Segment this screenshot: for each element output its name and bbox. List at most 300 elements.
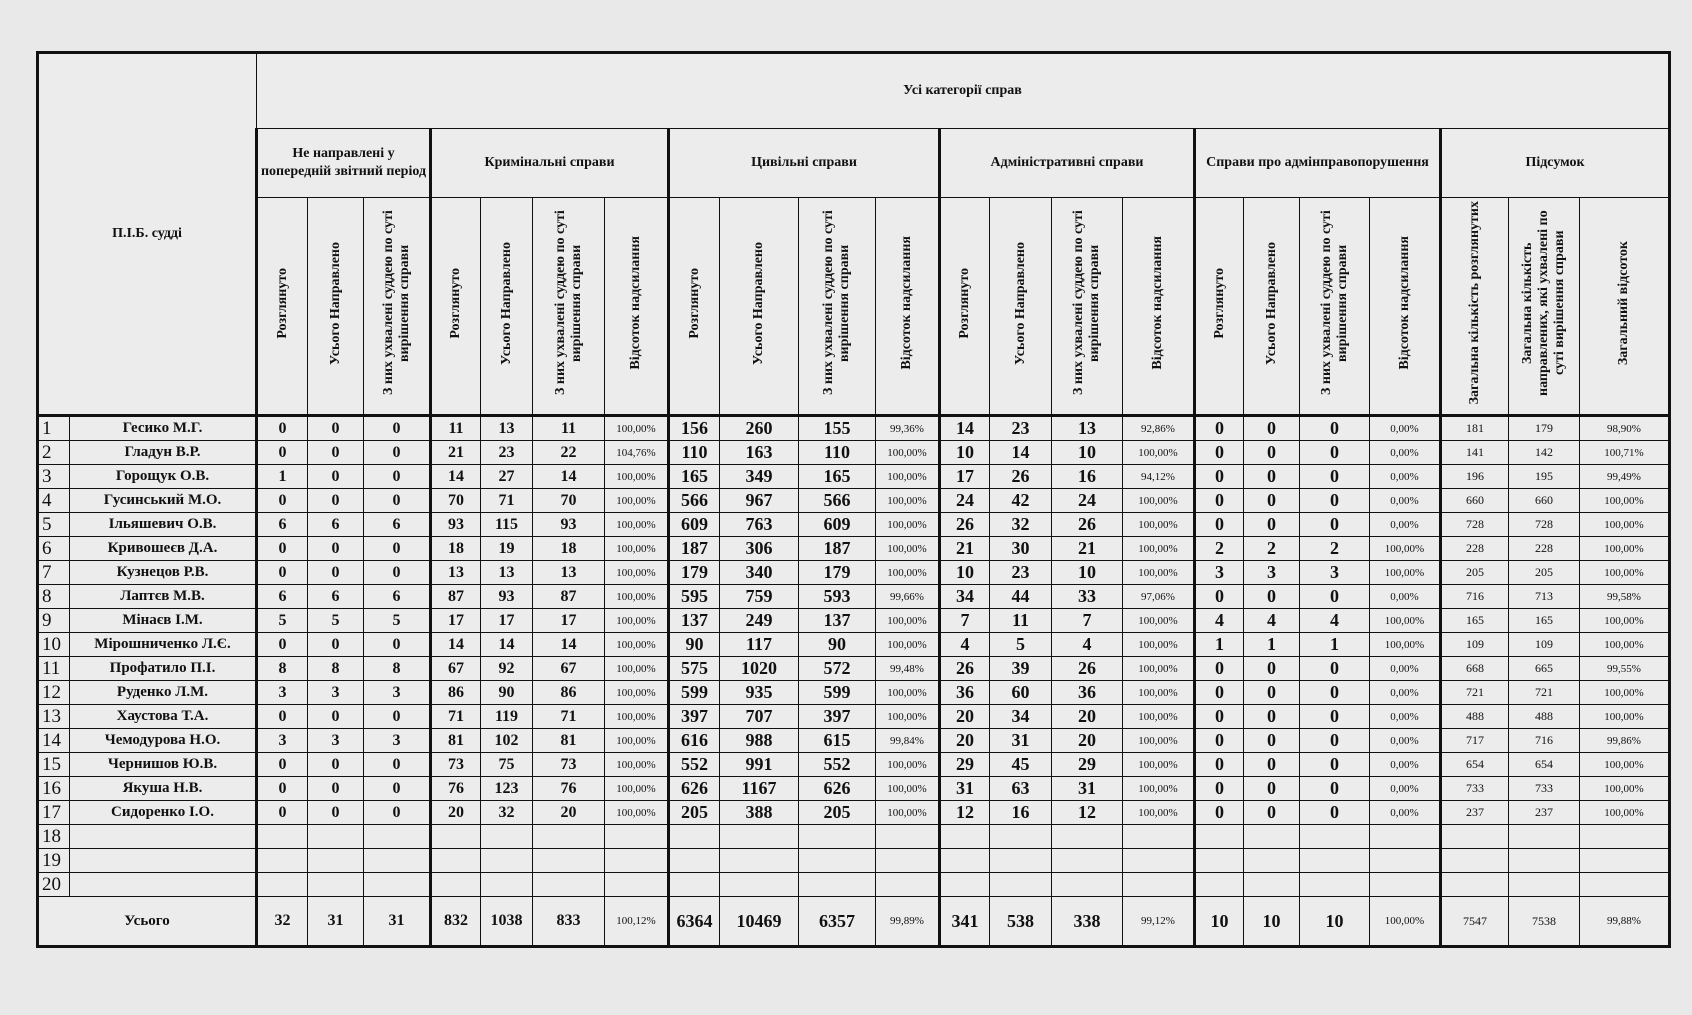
column-header-label: Розглянуто — [957, 267, 972, 339]
table-row — [38, 585, 1670, 609]
table-row — [38, 873, 1670, 897]
table-cell: 14 — [481, 633, 533, 657]
table-cell: 87 — [431, 585, 481, 609]
table-cell: 5 — [308, 609, 364, 633]
table-cell: 728 — [1441, 513, 1509, 537]
table-cell: 763 — [720, 513, 799, 537]
table-cell: 20 — [1052, 729, 1123, 753]
table-cell: 17 — [431, 609, 481, 633]
table-cell: 0 — [1300, 801, 1370, 825]
table-cell: 100,00% — [1580, 801, 1670, 825]
judge-name — [70, 873, 257, 897]
header-row-columns — [38, 198, 1670, 416]
row-number: 2 — [38, 441, 70, 465]
table-row — [38, 561, 1670, 585]
table-cell: 609 — [669, 513, 720, 537]
table-cell: 100,71% — [1580, 441, 1670, 465]
table-cell: 0 — [364, 489, 431, 513]
judge-name: Кривошеєв Д.А. — [70, 537, 257, 561]
table-cell: 616 — [669, 729, 720, 753]
table-cell: 0 — [364, 416, 431, 441]
column-header — [1441, 198, 1509, 416]
column-header-label: Відсоток надсилання — [628, 236, 643, 370]
table-cell: 94,12% — [1123, 465, 1195, 489]
table-cell: 3 — [308, 681, 364, 705]
table-cell: 0,00% — [1370, 777, 1441, 801]
table-cell: 575 — [669, 657, 720, 681]
table-cell — [1244, 873, 1300, 897]
table-cell — [481, 825, 533, 849]
table-cell: 0,00% — [1370, 416, 1441, 441]
table-cell: 99,36% — [876, 416, 940, 441]
table-cell: 935 — [720, 681, 799, 705]
column-header — [364, 198, 431, 416]
table-cell: 0 — [1244, 585, 1300, 609]
table-cell: 0,00% — [1370, 441, 1441, 465]
table-cell: 488 — [1441, 705, 1509, 729]
column-header-label: З них ухвалені суддею по суті вирішення справи — [552, 210, 584, 396]
total-cell: 99,12% — [1123, 897, 1195, 947]
table-cell: 0,00% — [1370, 585, 1441, 609]
judge-name: Чемодурова Н.О. — [70, 729, 257, 753]
table-cell: 14 — [431, 465, 481, 489]
column-header — [669, 198, 720, 416]
table-cell: 23 — [481, 441, 533, 465]
table-cell: 3 — [257, 681, 308, 705]
total-cell: 99,88% — [1580, 897, 1670, 947]
table-cell: 100,00% — [1580, 681, 1670, 705]
table-cell: 100,00% — [876, 441, 940, 465]
table-cell: 3 — [1195, 561, 1244, 585]
table-cell: 26 — [940, 513, 990, 537]
column-header-label: Загальна кількість розглянутих — [1467, 201, 1482, 405]
table-cell: 0 — [308, 561, 364, 585]
column-header — [1244, 198, 1300, 416]
table-cell: 626 — [669, 777, 720, 801]
table-row — [38, 489, 1670, 513]
table-cell: 721 — [1509, 681, 1580, 705]
table-cell: 397 — [799, 705, 876, 729]
table-cell: 100,00% — [605, 801, 669, 825]
table-cell: 6 — [257, 513, 308, 537]
total-row — [38, 897, 1670, 947]
table-cell: 100,00% — [605, 561, 669, 585]
table-cell: 30 — [990, 537, 1052, 561]
table-cell: 99,84% — [876, 729, 940, 753]
table-cell — [876, 873, 940, 897]
table-cell: 165 — [669, 465, 720, 489]
table-cell — [533, 849, 605, 873]
table-cell: 31 — [940, 777, 990, 801]
table-cell: 0 — [257, 561, 308, 585]
table-cell: 660 — [1509, 489, 1580, 513]
table-cell: 0 — [308, 416, 364, 441]
table-cell: 137 — [669, 609, 720, 633]
table-cell: 707 — [720, 705, 799, 729]
group-header: Підсумок — [1441, 129, 1670, 198]
table-cell: 73 — [431, 753, 481, 777]
column-header — [605, 198, 669, 416]
table-cell — [364, 873, 431, 897]
table-cell: 100,00% — [1370, 537, 1441, 561]
table-cell: 137 — [799, 609, 876, 633]
table-cell: 14 — [533, 633, 605, 657]
row-number: 20 — [38, 873, 70, 897]
judge-name: Горощук О.В. — [70, 465, 257, 489]
table-cell — [257, 873, 308, 897]
total-cell: 538 — [990, 897, 1052, 947]
column-header — [1052, 198, 1123, 416]
table-row — [38, 777, 1670, 801]
judge-name: Хаустова Т.А. — [70, 705, 257, 729]
table-cell: 81 — [533, 729, 605, 753]
column-header-label: Усього Направлено — [498, 241, 514, 365]
table-cell: 10 — [1052, 561, 1123, 585]
table-cell: 100,00% — [1123, 489, 1195, 513]
table-cell — [799, 849, 876, 873]
table-cell: 100,00% — [1123, 681, 1195, 705]
table-cell: 70 — [431, 489, 481, 513]
row-number: 5 — [38, 513, 70, 537]
table-cell: 20 — [533, 801, 605, 825]
table-cell: 0 — [364, 777, 431, 801]
table-cell: 70 — [533, 489, 605, 513]
table-cell: 0,00% — [1370, 489, 1441, 513]
table-cell — [669, 849, 720, 873]
table-cell — [876, 849, 940, 873]
table-cell: 249 — [720, 609, 799, 633]
table-cell: 44 — [990, 585, 1052, 609]
total-cell: 10 — [1300, 897, 1370, 947]
table-cell: 0,00% — [1370, 513, 1441, 537]
table-cell: 100,00% — [1123, 609, 1195, 633]
table-cell: 228 — [1441, 537, 1509, 561]
table-cell: 0 — [1195, 465, 1244, 489]
judge-name: Гладун В.Р. — [70, 441, 257, 465]
table-cell: 14 — [940, 416, 990, 441]
table-cell: 11 — [990, 609, 1052, 633]
column-header-label: Загальна кількість направлених, які ухвалені по суті вирішення справи — [1520, 210, 1567, 396]
table-cell: 1167 — [720, 777, 799, 801]
table-cell: 92,86% — [1123, 416, 1195, 441]
table-cell: 36 — [1052, 681, 1123, 705]
table-cell: 27 — [481, 465, 533, 489]
table-cell: 26 — [1052, 513, 1123, 537]
column-header-label: Розглянуто — [686, 267, 702, 339]
table-cell: 100,00% — [1123, 729, 1195, 753]
table-cell — [1052, 825, 1123, 849]
table-cell — [1441, 849, 1509, 873]
row-number: 10 — [38, 633, 70, 657]
table-cell — [1244, 825, 1300, 849]
table-cell: 11 — [431, 416, 481, 441]
table-cell — [720, 873, 799, 897]
table-cell: 6 — [364, 585, 431, 609]
column-header-label: Усього Направлено — [1012, 241, 1028, 365]
table-cell: 123 — [481, 777, 533, 801]
table-cell: 100,00% — [876, 489, 940, 513]
table-cell: 3 — [1244, 561, 1300, 585]
table-cell: 10 — [1052, 441, 1123, 465]
table-cell: 3 — [364, 729, 431, 753]
table-cell: 100,00% — [876, 537, 940, 561]
group-header: Справи про адмінправопорушення — [1195, 129, 1441, 198]
table-cell: 100,00% — [876, 561, 940, 585]
table-cell: 32 — [481, 801, 533, 825]
table-cell: 100,00% — [876, 681, 940, 705]
judge-name: Ільяшевич О.В. — [70, 513, 257, 537]
judges-statistics-table — [36, 51, 1671, 948]
table-cell: 0 — [1244, 416, 1300, 441]
table-cell: 0 — [257, 753, 308, 777]
table-cell: 100,00% — [1580, 513, 1670, 537]
table-cell: 100,00% — [605, 705, 669, 729]
table-cell: 71 — [481, 489, 533, 513]
total-cell: 99,89% — [876, 897, 940, 947]
column-header — [257, 198, 308, 416]
table-cell: 12 — [1052, 801, 1123, 825]
table-cell: 6 — [364, 513, 431, 537]
table-cell: 260 — [720, 416, 799, 441]
table-cell: 163 — [720, 441, 799, 465]
total-cell: 31 — [308, 897, 364, 947]
table-cell: 237 — [1509, 801, 1580, 825]
table-cell: 2 — [1244, 537, 1300, 561]
table-cell: 100,00% — [1580, 537, 1670, 561]
table-cell: 31 — [990, 729, 1052, 753]
table-cell: 31 — [1052, 777, 1123, 801]
table-cell: 100,00% — [605, 465, 669, 489]
table-cell: 0 — [257, 489, 308, 513]
table-cell: 0 — [308, 705, 364, 729]
table-cell: 0 — [1244, 513, 1300, 537]
table-cell: 0 — [1244, 753, 1300, 777]
table-cell: 100,00% — [876, 609, 940, 633]
table-cell — [533, 825, 605, 849]
column-header — [1123, 198, 1195, 416]
table-cell — [1052, 873, 1123, 897]
table-cell: 99,48% — [876, 657, 940, 681]
table-row — [38, 513, 1670, 537]
column-header — [1370, 198, 1441, 416]
table-cell — [1195, 825, 1244, 849]
table-cell: 228 — [1509, 537, 1580, 561]
table-cell: 90 — [481, 681, 533, 705]
table-cell — [669, 825, 720, 849]
table-cell: 165 — [1509, 609, 1580, 633]
table-cell: 0,00% — [1370, 729, 1441, 753]
table-cell: 340 — [720, 561, 799, 585]
table-cell: 18 — [533, 537, 605, 561]
judge-name: Гусинський М.О. — [70, 489, 257, 513]
table-cell: 97,06% — [1123, 585, 1195, 609]
table-cell: 100,00% — [1580, 609, 1670, 633]
table-cell: 0 — [364, 633, 431, 657]
table-cell: 3 — [308, 729, 364, 753]
table-cell: 0 — [308, 777, 364, 801]
table-cell: 3 — [1300, 561, 1370, 585]
judge-name: Лаптєв М.В. — [70, 585, 257, 609]
table-cell: 488 — [1509, 705, 1580, 729]
column-header-label: Загальний відсоток — [1616, 240, 1631, 366]
row-number: 13 — [38, 705, 70, 729]
table-row — [38, 705, 1670, 729]
table-cell: 90 — [799, 633, 876, 657]
report-sheet — [36, 51, 1671, 948]
table-cell: 721 — [1441, 681, 1509, 705]
table-cell: 109 — [1441, 633, 1509, 657]
column-header-label: Відсоток надсилання — [1150, 236, 1165, 370]
table-cell: 4 — [1052, 633, 1123, 657]
table-cell: 29 — [1052, 753, 1123, 777]
table-cell — [1509, 873, 1580, 897]
table-cell: 100,00% — [605, 585, 669, 609]
all-categories-header: Усі категорії справ — [257, 53, 1670, 129]
column-header — [876, 198, 940, 416]
table-cell: 19 — [481, 537, 533, 561]
table-cell — [669, 873, 720, 897]
table-cell: 716 — [1509, 729, 1580, 753]
table-cell — [1370, 873, 1441, 897]
table-cell: 196 — [1441, 465, 1509, 489]
table-cell: 100,00% — [605, 633, 669, 657]
column-header — [990, 198, 1052, 416]
total-cell: 10469 — [720, 897, 799, 947]
table-row — [38, 609, 1670, 633]
table-cell — [1123, 825, 1195, 849]
column-header-label: З них ухвалені суддею по суті вирішення справи — [821, 210, 852, 396]
table-cell: 716 — [1441, 585, 1509, 609]
table-cell: 100,00% — [1123, 561, 1195, 585]
judge-name: Руденко Л.М. — [70, 681, 257, 705]
table-cell: 100,00% — [1370, 609, 1441, 633]
table-cell: 100,00% — [876, 705, 940, 729]
table-cell: 566 — [669, 489, 720, 513]
column-header — [533, 198, 605, 416]
table-cell: 155 — [799, 416, 876, 441]
table-cell: 0,00% — [1370, 657, 1441, 681]
table-cell: 6 — [308, 513, 364, 537]
table-cell — [1580, 873, 1670, 897]
table-row — [38, 416, 1670, 441]
table-cell — [308, 849, 364, 873]
table-cell: 39 — [990, 657, 1052, 681]
table-cell: 117 — [720, 633, 799, 657]
table-cell: 100,00% — [605, 777, 669, 801]
total-cell: 338 — [1052, 897, 1123, 947]
table-cell — [605, 825, 669, 849]
judge-name — [70, 849, 257, 873]
table-cell — [1300, 873, 1370, 897]
table-cell: 668 — [1441, 657, 1509, 681]
table-cell: 20 — [1052, 705, 1123, 729]
table-cell: 165 — [799, 465, 876, 489]
table-cell: 17 — [940, 465, 990, 489]
table-cell — [1580, 849, 1670, 873]
table-cell: 0,00% — [1370, 465, 1441, 489]
table-cell: 17 — [533, 609, 605, 633]
table-cell: 0 — [1244, 657, 1300, 681]
table-cell: 119 — [481, 705, 533, 729]
table-cell: 20 — [940, 705, 990, 729]
table-cell: 0 — [308, 537, 364, 561]
table-cell: 99,86% — [1580, 729, 1670, 753]
table-cell: 967 — [720, 489, 799, 513]
group-header: Не направлені у попередній звітний період — [257, 129, 431, 198]
table-cell: 13 — [431, 561, 481, 585]
table-cell: 0 — [257, 416, 308, 441]
table-cell — [364, 849, 431, 873]
table-cell — [876, 825, 940, 849]
total-cell: 32 — [257, 897, 308, 947]
table-cell: 75 — [481, 753, 533, 777]
row-number: 19 — [38, 849, 70, 873]
table-cell: 23 — [990, 416, 1052, 441]
table-cell: 100,00% — [1123, 753, 1195, 777]
table-cell: 18 — [431, 537, 481, 561]
table-row — [38, 441, 1670, 465]
column-header-label: З них ухвалені суддею по суті вирішення справи — [1071, 210, 1102, 396]
total-cell: 31 — [364, 897, 431, 947]
table-cell: 100,00% — [605, 416, 669, 441]
table-cell: 552 — [669, 753, 720, 777]
table-row — [38, 753, 1670, 777]
column-header-label: Розглянуто — [1211, 267, 1227, 339]
column-header — [720, 198, 799, 416]
column-header — [431, 198, 481, 416]
table-cell: 22 — [533, 441, 605, 465]
table-cell — [940, 873, 990, 897]
table-cell — [1580, 825, 1670, 849]
table-cell: 4 — [1300, 609, 1370, 633]
table-cell: 100,00% — [605, 729, 669, 753]
table-cell: 100,00% — [605, 681, 669, 705]
row-number: 14 — [38, 729, 70, 753]
table-cell: 13 — [481, 416, 533, 441]
table-cell: 0 — [1300, 657, 1370, 681]
judge-name: Профатило П.І. — [70, 657, 257, 681]
table-cell: 100,00% — [605, 609, 669, 633]
judge-name-header: П.І.Б. судді — [38, 53, 257, 416]
table-cell — [1441, 825, 1509, 849]
table-cell: 3 — [257, 729, 308, 753]
table-cell: 100,00% — [1580, 705, 1670, 729]
table-cell: 0 — [1300, 729, 1370, 753]
table-row — [38, 801, 1670, 825]
row-number: 8 — [38, 585, 70, 609]
table-cell: 100,00% — [1580, 753, 1670, 777]
table-cell: 100,00% — [1123, 441, 1195, 465]
total-cell: 1038 — [481, 897, 533, 947]
table-cell: 86 — [431, 681, 481, 705]
table-cell: 733 — [1441, 777, 1509, 801]
total-cell: 10 — [1244, 897, 1300, 947]
row-number: 9 — [38, 609, 70, 633]
table-cell: 0 — [1300, 585, 1370, 609]
column-header-label: З них ухвалені суддею по суті вирішення справи — [1318, 210, 1350, 396]
table-cell: 10 — [940, 561, 990, 585]
judge-name: Мінаєв І.М. — [70, 609, 257, 633]
column-header-label: Усього Направлено — [327, 241, 343, 365]
table-cell — [431, 849, 481, 873]
total-label: Усього — [38, 897, 257, 947]
table-cell: 7 — [940, 609, 990, 633]
table-cell: 0 — [1244, 801, 1300, 825]
table-cell: 100,00% — [876, 777, 940, 801]
table-cell: 8 — [257, 657, 308, 681]
table-cell: 728 — [1509, 513, 1580, 537]
table-row — [38, 729, 1670, 753]
